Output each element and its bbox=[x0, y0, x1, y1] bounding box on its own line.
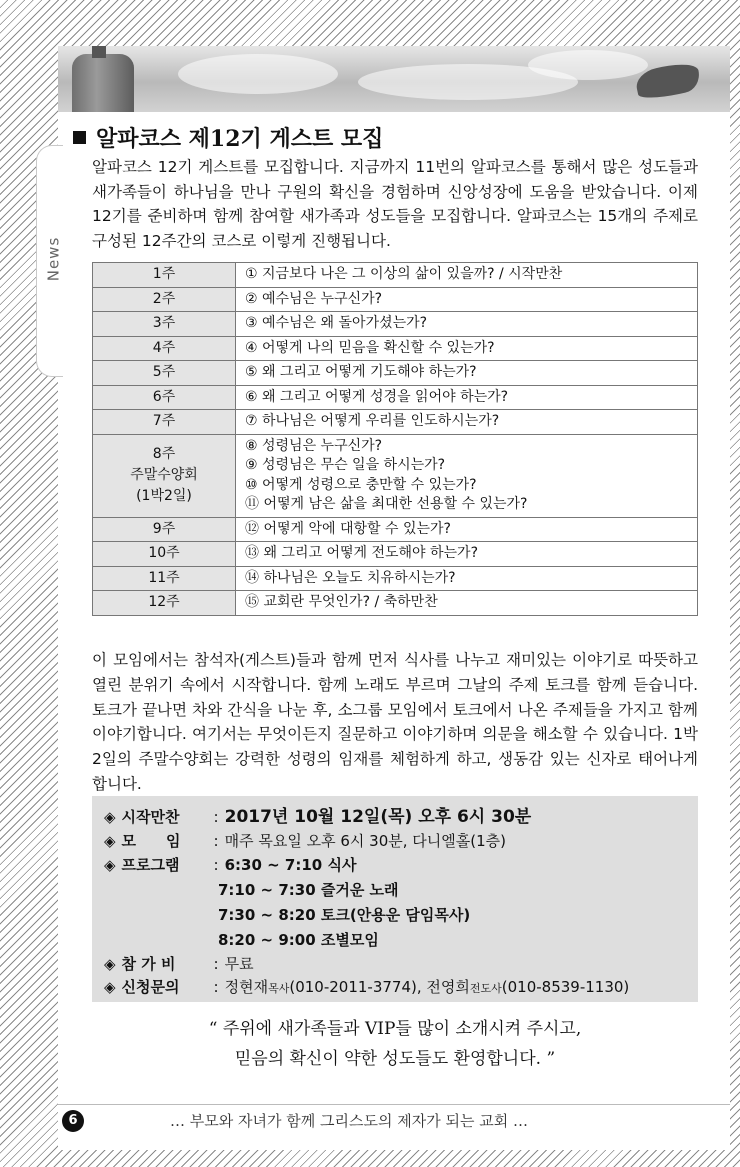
info-label: 시작만찬 bbox=[121, 808, 180, 826]
week-label: 2주 bbox=[152, 290, 176, 307]
week-cell bbox=[93, 434, 236, 517]
topic-text: ⑪ 어떻게 남은 삶을 최대한 선용할 수 있는가? bbox=[245, 496, 528, 512]
tower-building-icon bbox=[72, 54, 134, 112]
meeting-time: 매주 목요일 오후 6시 30분, 다니엘홀(1층) bbox=[224, 832, 506, 850]
schedule-row bbox=[93, 287, 698, 312]
week-label: 6주 bbox=[152, 388, 176, 405]
tower-top-icon bbox=[92, 46, 106, 58]
program-item: 7:30 ~ 8:20 토크(안용운 담임목사) bbox=[218, 906, 471, 924]
week-label: 주말수양회 bbox=[130, 467, 198, 483]
contact-name: 전영희 bbox=[426, 978, 470, 996]
topic-text: ⑨ 성령님은 무슨 일을 하시는가? bbox=[245, 457, 446, 473]
diamond-bullet-icon: ◈ bbox=[104, 955, 116, 973]
topic-cell bbox=[236, 263, 698, 288]
topic-text: ⑭ 하나님은 오늘도 치유하시는가? bbox=[245, 569, 456, 586]
info-colon: : bbox=[213, 808, 219, 826]
info-colon: : bbox=[213, 856, 219, 874]
info-inquiry bbox=[104, 976, 629, 997]
topic-text: ⑬ 왜 그리고 어떻게 전도해야 하는가? bbox=[245, 545, 479, 561]
week-cell bbox=[93, 591, 236, 616]
page-number: 6 bbox=[62, 1110, 84, 1132]
intro-paragraph: 알파코스 12기 게스트를 모집합니다. 지금까지 11번의 알파코스를 통해서 많은 성도들과 새가족들이 하나님을 만나 구원의 확신을 경험하며 신앙성장에 도움을 받았습니다. 이제 12기를 준비하며 함께 참여할 새가족과 성도들을 모집합니다. 알파코스는 15개의 주제로 구성된 12주간의 코스로 이렇게 진행됩니다. bbox=[92, 158, 698, 250]
topic-cell bbox=[236, 410, 698, 435]
program-item: 7:10 ~ 7:30 즐거운 노래 bbox=[218, 881, 399, 899]
topic-text: ⑧ 성령님은 누구신가? bbox=[245, 437, 383, 454]
contact-phone: (010-2011-3774), bbox=[289, 978, 427, 996]
fee-value: 무료 bbox=[224, 955, 254, 973]
topic-cell bbox=[236, 542, 698, 567]
section-label: News bbox=[44, 236, 63, 282]
schedule-row bbox=[93, 385, 698, 410]
week-label: 9주 bbox=[152, 520, 176, 537]
topic-cell bbox=[236, 517, 698, 542]
contact-title: 전도사 bbox=[469, 982, 502, 995]
program-item-row bbox=[218, 929, 379, 950]
topic-cell bbox=[236, 566, 698, 591]
info-label: 모 임 bbox=[121, 832, 181, 850]
info-start bbox=[104, 802, 531, 827]
topic-text: ③ 예수님은 왜 돌아가셨는가? bbox=[245, 315, 428, 331]
topic-cell bbox=[236, 287, 698, 312]
header-banner-image bbox=[58, 46, 730, 112]
week-label: 7주 bbox=[152, 413, 176, 429]
topic-cell bbox=[236, 336, 698, 361]
topic-text: ① 지금보다 나은 그 이상의 삶이 있을까? / 시작만찬 bbox=[245, 266, 563, 282]
contact-title: 목사 bbox=[268, 982, 290, 995]
schedule-table bbox=[92, 262, 698, 616]
week-cell bbox=[93, 542, 236, 567]
start-dinner-date: 2017년 10월 12일(목) 오후 6시 30분 bbox=[224, 807, 532, 827]
week-label: 12주 bbox=[148, 594, 180, 610]
footer-tagline: … 부모와 자녀가 함께 그리스도의 제자가 되는 교회 … bbox=[170, 1112, 528, 1130]
topic-cell bbox=[236, 434, 698, 517]
quote-line-1: “ 주위에 새가족들과 VIP들 많이 소개시켜 주시고, bbox=[208, 1019, 582, 1039]
schedule-row bbox=[93, 566, 698, 591]
week-label: 10주 bbox=[148, 545, 180, 561]
schedule-body bbox=[93, 263, 698, 616]
square-bullet-icon bbox=[73, 131, 86, 144]
info-colon: : bbox=[213, 832, 219, 850]
quote-line-2: 믿음의 확신이 약한 성도들도 환영합니다. ” bbox=[234, 1049, 556, 1069]
program-item: 8:20 ~ 9:00 조별모임 bbox=[218, 931, 379, 949]
program-item-row bbox=[218, 879, 399, 900]
info-label: 프로그램 bbox=[121, 856, 180, 874]
info-box bbox=[92, 796, 698, 1002]
cloud-shape bbox=[178, 54, 338, 94]
info-program bbox=[104, 854, 356, 875]
topic-cell bbox=[236, 591, 698, 616]
info-fee bbox=[104, 953, 254, 974]
info-colon: : bbox=[213, 978, 219, 996]
description-paragraph: 이 모임에서는 참석자(게스트)들과 함께 먼저 식사를 나누고 재미있는 이야기로 따뜻하고 열린 분위기 속에서 시작합니다. 함께 노래도 부르며 그날의 주제 토크를 함께 듣습니다. 토크가 끝나면 차와 간식을 나눈 후, 소그룹 모임에서 토크에서 나온 주제들을 가지고 함께 이야기합니다. 여기서는 무엇이든지 질문하고 이야기하며 의문을 해소할 수 있습니다. 1박 2일의 주말수양회는 강력한 성령의 임재를 체험하게 하고, 생동감 있는 신자로 태어나게 합니다. bbox=[92, 651, 698, 793]
topic-cell bbox=[236, 312, 698, 337]
week-cell bbox=[93, 410, 236, 435]
schedule-row bbox=[93, 591, 698, 616]
schedule-row bbox=[93, 517, 698, 542]
topic-text: ⑩ 어떻게 성령으로 충만할 수 있는가? bbox=[245, 476, 477, 493]
week-label: (1박2일) bbox=[136, 488, 192, 504]
info-colon: : bbox=[213, 955, 219, 973]
week-label: 1주 bbox=[152, 266, 176, 282]
schedule-row bbox=[93, 434, 698, 517]
week-cell bbox=[93, 361, 236, 386]
topic-cell bbox=[236, 385, 698, 410]
section-side-tab bbox=[36, 145, 63, 377]
schedule-row bbox=[93, 263, 698, 288]
week-label: 5주 bbox=[152, 364, 176, 380]
diamond-bullet-icon: ◈ bbox=[104, 832, 116, 850]
week-cell bbox=[93, 312, 236, 337]
topic-text: ⑥ 왜 그리고 어떻게 성경을 읽어야 하는가? bbox=[245, 388, 509, 405]
topic-text: ⑮ 교회란 무엇인가? / 축하만찬 bbox=[245, 594, 438, 610]
topic-text: ⑦ 하나님은 어떻게 우리를 인도하시는가? bbox=[245, 413, 500, 429]
week-label: 4주 bbox=[152, 339, 176, 356]
schedule-row bbox=[93, 542, 698, 567]
week-cell bbox=[93, 287, 236, 312]
program-item-row bbox=[218, 904, 470, 925]
info-label: 참 가 비 bbox=[121, 955, 176, 973]
diamond-bullet-icon: ◈ bbox=[104, 808, 116, 826]
week-cell bbox=[93, 385, 236, 410]
article-title-text: 알파코스 제12기 게스트 모집 bbox=[96, 126, 384, 152]
schedule-row bbox=[93, 312, 698, 337]
info-label: 신청문의 bbox=[121, 978, 180, 996]
article-title bbox=[73, 122, 383, 153]
week-cell bbox=[93, 336, 236, 361]
schedule-row bbox=[93, 336, 698, 361]
cloud-shape bbox=[528, 50, 648, 80]
schedule-row bbox=[93, 361, 698, 386]
program-item: 6:30 ~ 7:10 식사 bbox=[224, 856, 357, 874]
contact-name: 정현재 bbox=[224, 978, 269, 996]
contact-phone: (010-8539-1130) bbox=[501, 978, 630, 996]
week-cell bbox=[93, 517, 236, 542]
topic-text: ⑤ 왜 그리고 어떻게 기도해야 하는가? bbox=[245, 364, 477, 380]
week-label: 11주 bbox=[148, 569, 180, 586]
topic-text: ④ 어떻게 나의 믿음을 확신할 수 있는가? bbox=[245, 339, 495, 356]
week-cell bbox=[93, 263, 236, 288]
diamond-bullet-icon: ◈ bbox=[104, 978, 116, 996]
info-meeting bbox=[104, 830, 506, 851]
week-cell bbox=[93, 566, 236, 591]
week-label: 8주 bbox=[152, 446, 176, 462]
topic-cell bbox=[236, 361, 698, 386]
topic-text: ② 예수님은 누구신가? bbox=[245, 290, 383, 307]
schedule-row bbox=[93, 410, 698, 435]
diamond-bullet-icon: ◈ bbox=[104, 856, 116, 874]
topic-text: ⑫ 어떻게 악에 대항할 수 있는가? bbox=[245, 520, 451, 537]
week-label: 3주 bbox=[152, 315, 176, 331]
